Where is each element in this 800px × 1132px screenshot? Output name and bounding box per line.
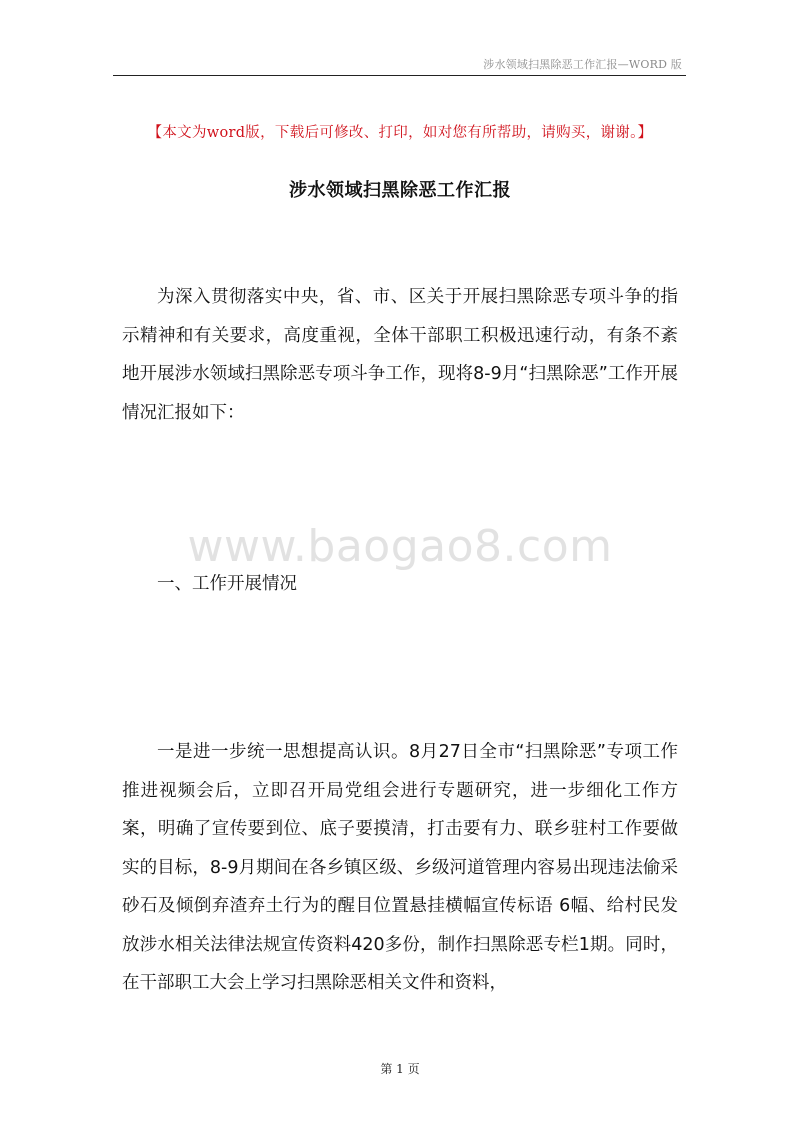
document-title: 涉水领域扫黑除恶工作汇报 [289, 180, 511, 201]
section-heading: 一、工作开展情况 [157, 574, 297, 594]
intro-paragraph: 为深入贯彻落实中央，省、市、区关于开展扫黑除恶专项斗争的指示精神和有关要求，高度重视，全体干部职工积极迅速行动，有条不紊地开展涉水领域扫黑除恶专项斗争工作，现将8-9月“扫黑除恶”工作开展情况汇报如下： [122, 287, 678, 423]
purchase-notice: 【本文为word版，下载后可修改、打印，如对您有所帮助，请购买，谢谢。】 [147, 125, 653, 141]
watermark: www.baogao8.com [187, 521, 613, 572]
running-header: 涉水领域扫黑除恶工作汇报—WORD 版 [483, 58, 682, 71]
body-paragraph: 一是进一步统一思想提高认识。8月27日全市“扫黑除恶”专项工作推进视频会后，立即召开局党组会进行专题研究，进一步细化工作方案，明确了宣传要到位、底子要摸清，打击要有力、联乡驻村工作要做实的目标，8-9月期间在各乡镇区级、乡级河道管理内容易出现违法偷采砂石及倾倒弃渣弃土行为的醒目位置悬挂横幅宣传标语 6幅、给村民发放涉水相关法律法规宣传资料420多份，制作扫黑除恶专栏1期。同时，在干部职工大会上学习扫黑除恶相关文件和资料， [122, 742, 678, 993]
page-number: 第 1 页 [380, 1062, 420, 1076]
header-divider [113, 75, 686, 76]
